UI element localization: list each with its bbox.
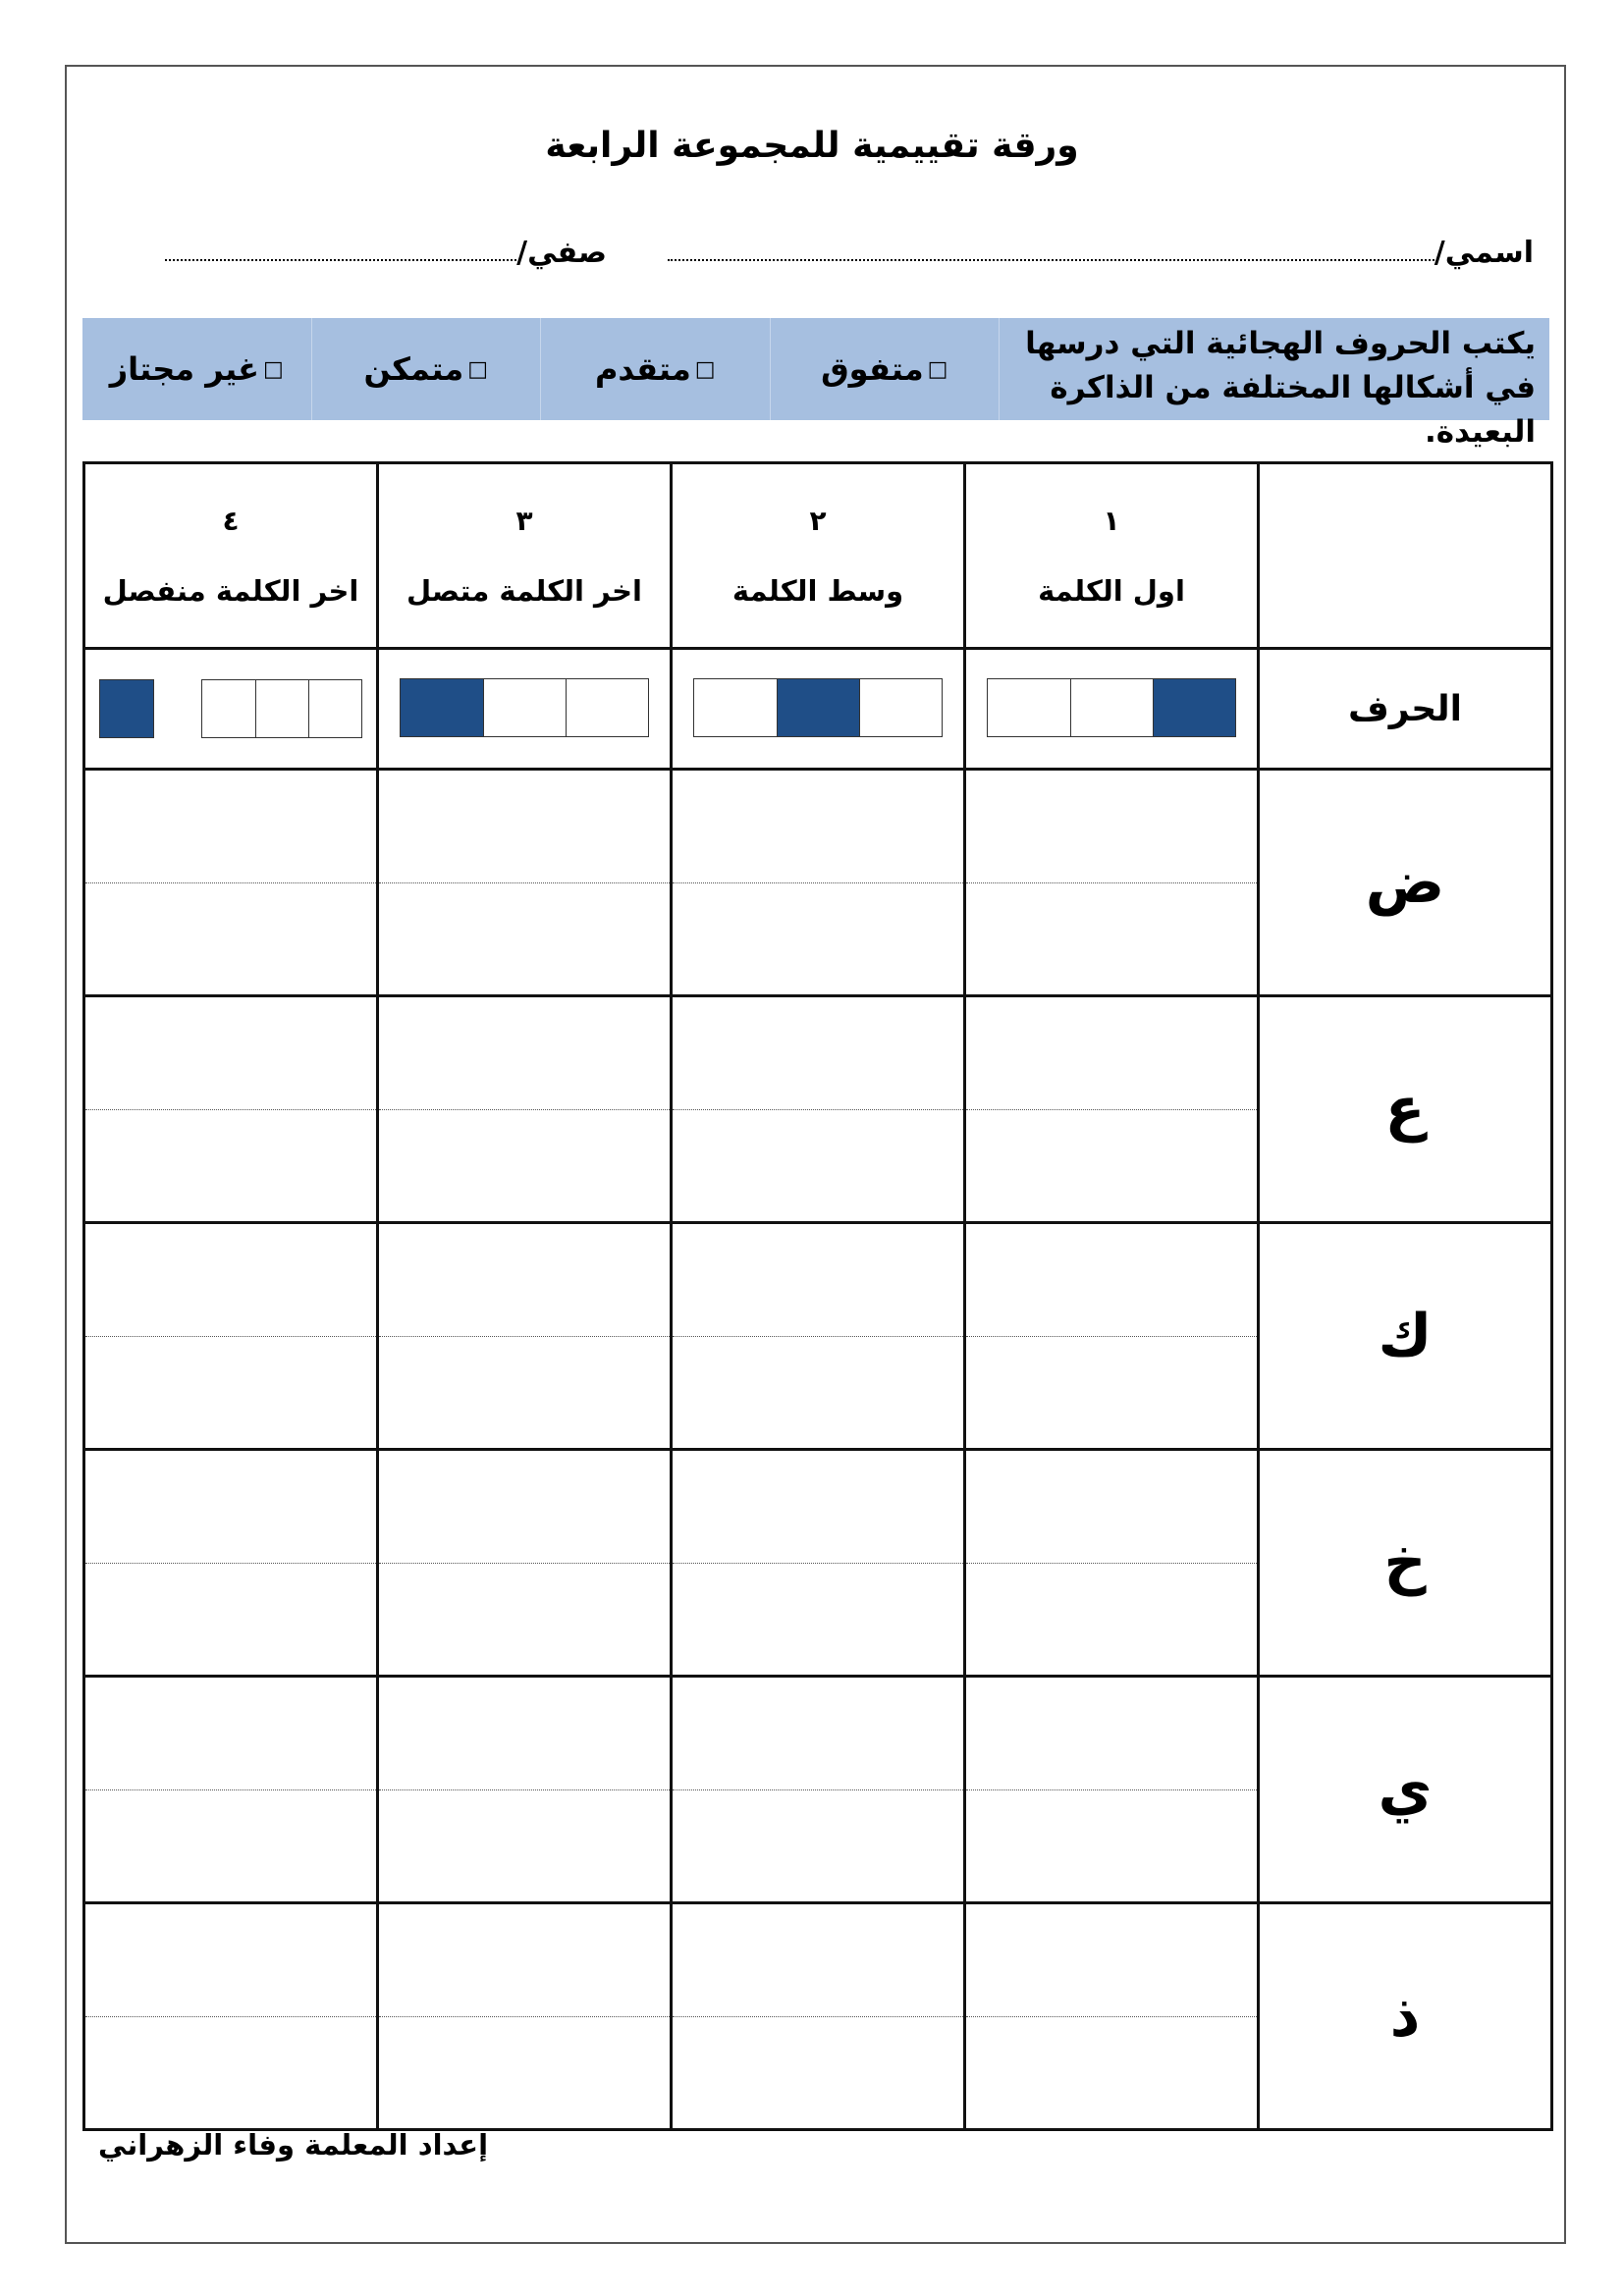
class-input-line[interactable] [165,259,516,261]
letter-cell: ذ [1259,1903,1552,2130]
letter-row [84,1223,1552,1450]
header-row [84,463,1552,649]
name-label: اسمي/ [1434,235,1534,270]
name-input-line[interactable] [668,259,1435,261]
writing-cell[interactable] [378,1450,672,1677]
assessment-banner [82,318,1549,450]
writing-cell[interactable] [378,1677,672,1903]
level-label: متفوق [821,350,924,388]
letter-cell: ض [1259,770,1552,996]
writing-cell[interactable] [84,1223,378,1450]
level-label: متقدم [594,350,691,388]
writing-cell[interactable] [84,1677,378,1903]
page-title: ورقة تقييمية للمجموعة الرابعة [545,126,1079,166]
writing-cell[interactable] [84,996,378,1223]
letter-row [84,1903,1552,2130]
checkbox-icon[interactable]: □ [927,356,948,382]
letter-cell: خ [1259,1450,1552,1677]
class-label: صفي/ [516,235,607,270]
letter-row [84,1450,1552,1677]
writing-cell[interactable] [965,996,1259,1223]
writing-cell[interactable] [84,1903,378,2130]
writing-cell[interactable] [378,1223,672,1450]
writing-cell[interactable] [378,770,672,996]
level-option-proficient[interactable] [312,318,542,420]
level-label: غير مجتاز [109,350,260,388]
level-option-excellent[interactable] [771,318,1001,420]
position-indicator-start [987,678,1236,737]
letter-row [84,1677,1552,1903]
letter-row [84,770,1552,996]
writing-cell[interactable] [378,996,672,1223]
writing-cell[interactable] [965,1450,1259,1677]
corner-cell [1259,463,1552,649]
letter-column-label: الحرف [1259,649,1552,770]
position-indicator-middle [693,678,943,737]
class-field [165,228,607,277]
writing-cell[interactable] [378,1903,672,2130]
letter-row [84,996,1552,1223]
checkbox-icon[interactable]: □ [694,356,716,382]
writing-cell[interactable] [965,770,1259,996]
checkbox-icon[interactable]: □ [467,356,489,382]
column-header: ٤ اخر الكلمة منفصل [84,463,378,649]
writing-cell[interactable] [965,1903,1259,2130]
author-credit: إعداد المعلمة وفاء الزهراني [98,2128,489,2162]
level-option-advanced[interactable] [541,318,771,420]
writing-cell[interactable] [672,1903,965,2130]
column-header: ١ اول الكلمة [965,463,1259,649]
writing-cell[interactable] [84,1450,378,1677]
writing-cell[interactable] [672,1223,965,1450]
position-indicator-row [84,649,1552,770]
letter-cell: ي [1259,1677,1552,1903]
level-label: متمكن [363,350,464,388]
letters-table [82,461,1553,2131]
writing-cell[interactable] [965,1677,1259,1903]
writing-cell[interactable] [672,770,965,996]
letter-cell: ك [1259,1223,1552,1450]
writing-cell[interactable] [672,996,965,1223]
letter-cell: ع [1259,996,1552,1223]
writing-cell[interactable] [672,1450,965,1677]
writing-cell[interactable] [672,1677,965,1903]
checkbox-icon[interactable]: □ [263,356,284,382]
writing-cell[interactable] [84,770,378,996]
name-field [668,228,1534,277]
column-header: ٢ وسط الكلمة [672,463,965,649]
writing-cell[interactable] [965,1223,1259,1450]
column-header: ٣ اخر الكلمة متصل [378,463,672,649]
level-option-not-passed[interactable] [82,318,312,420]
position-indicator-end-separate [99,679,154,738]
position-indicator-word-boxes [201,679,362,738]
objective-text: يكتب الحروف الهجائية التي درسها في أشكالها المختلفة من الذاكرة البعيدة. [1025,326,1536,450]
position-indicator-end-connected [400,678,649,737]
